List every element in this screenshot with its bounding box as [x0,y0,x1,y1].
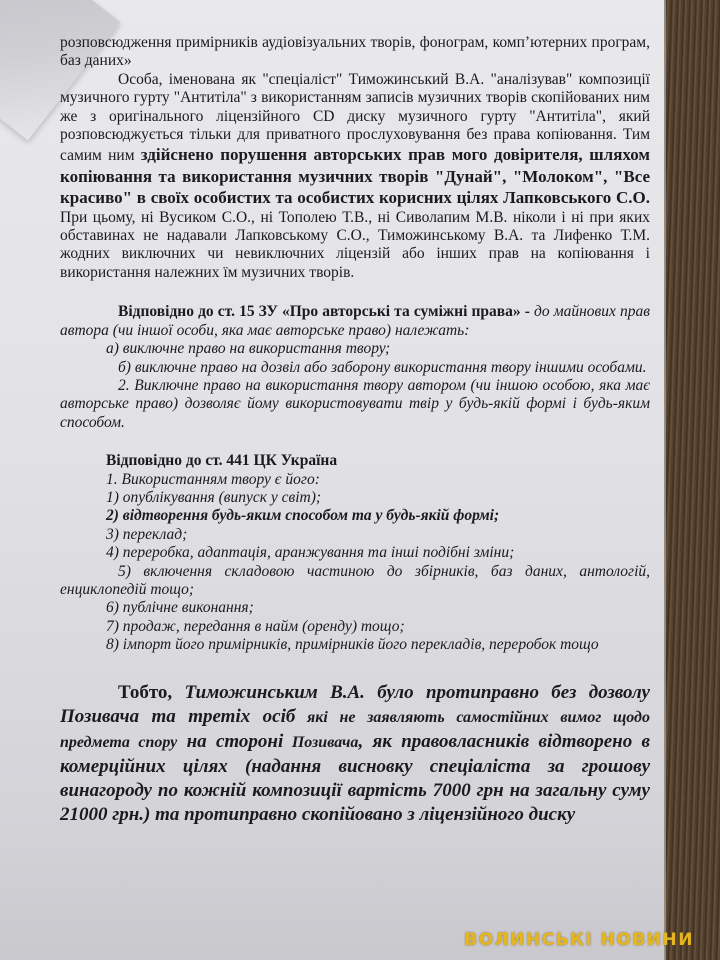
news-watermark-logo: ВОЛИНСЬКІ НОВИНИ [464,930,694,950]
conclusion-paragraph [60,681,650,827]
paragraph-specialist-bold: здійснено порушення авторських прав мого довірителя, шляхом копіювання та використання музичних творів "Дунай", "Молоком", "Все красиво" в своїх особистих та особистих корисних цілях Лапковського С.О. [60,145,650,208]
article-441-heading: Відповідно до ст. 441 ЦК Україна [106,452,338,470]
article-441-item: 4) переробка, адаптація, аранжування та інші подібні зміни; [106,544,515,562]
conclusion-start: Тобто, [118,681,173,703]
paragraph-distribution: розповсюдження примірників аудіовізуальних творів, фонограм, комп’ютерних програм, баз даних» [60,34,650,70]
article-441-item: 2) відтворення будь-яким способом та у будь-якій формі; [106,507,500,525]
conclusion-text-a: Тиможинським В.А. було протиправно без дозволу Позивача та третіх осіб [60,681,650,727]
paragraph-specialist-text-b: При цьому, ні Вусиком С.О., ні Тополею Т.В., ні Сиволапим М.В. ніколи і ні при яких обставинах не надавали Лапковському С.О., Тиможинському В.А. та Лифенко Т.М. жодних виключних чи невиключних ліцензій або інших прав на копіювання і використання належних їм музичних творів. [60,208,650,281]
article-441-item: 3) переклад; [106,525,188,543]
paragraph-specialist [60,71,650,282]
article-441-item: 1. Використанням твору є його: [106,470,320,488]
conclusion-small-a: які не заявляють самостійних вимог щодо предмета спору [60,708,650,751]
article-441-item: 8) імпорт його примірників, примірників його перекладів, переробок тощо [106,636,599,654]
article-15-paragraph [60,303,650,340]
article-15-intro: до майнових прав автора (чи іншої особи, яка має авторське право) належать: [60,303,650,339]
document-body [60,6,650,827]
article-441-item: 1) опублікування (випуск у світ); [106,488,322,506]
conclusion-text-b: на стороні [177,730,284,752]
article-15-item-a: а) виключне право на використання твору; [106,340,391,358]
article-15-item-b: б) виключне право на дозвіл або заборону використання твору іншими особами. [118,358,647,376]
article-15-item-2: 2. Виключне право на використання твору автором (чи іншою особою, яка має авторське право) дозволяє йому використовувати твір у будь-якій формі і будь-яким способом. [60,376,650,431]
paragraph-specialist-text-a: Особа, іменована як "спеціаліст" Тиможинський В.А. "аналізував" композиції музичного гурту "Антитіла" з використанням записів музичних творів скопійованих ним же з оригінального ліцензійного CD диску музичного гурту "Антитіла", який розповсюджується тільки для приватного прослуховування без права копіювання. Тим самим ним [60,70,650,165]
article-441-item: 6) публічне виконання; [106,599,254,617]
wooden-table-background [658,0,720,960]
article-441-item: 5) включення складовою частиною до збірників, баз даних, антологій, енциклопедій тощо; [60,562,650,598]
conclusion-text-c: , як правовласників відтворено в комерційних цілях (надання висновку спеціаліста за грошову винагороду по кожній композиції вартість 7000 грн на загальну суму 21000 грн.) та протиправно скопійовано з ліцензійного диску [60,730,651,825]
conclusion-small-b: Позивача [283,733,359,751]
article-441-item: 7) продаж, передання в найм (оренду) тощо; [106,617,405,635]
article-15-heading: Відповідно до ст. 15 ЗУ «Про авторські та суміжні права» - [118,303,530,321]
